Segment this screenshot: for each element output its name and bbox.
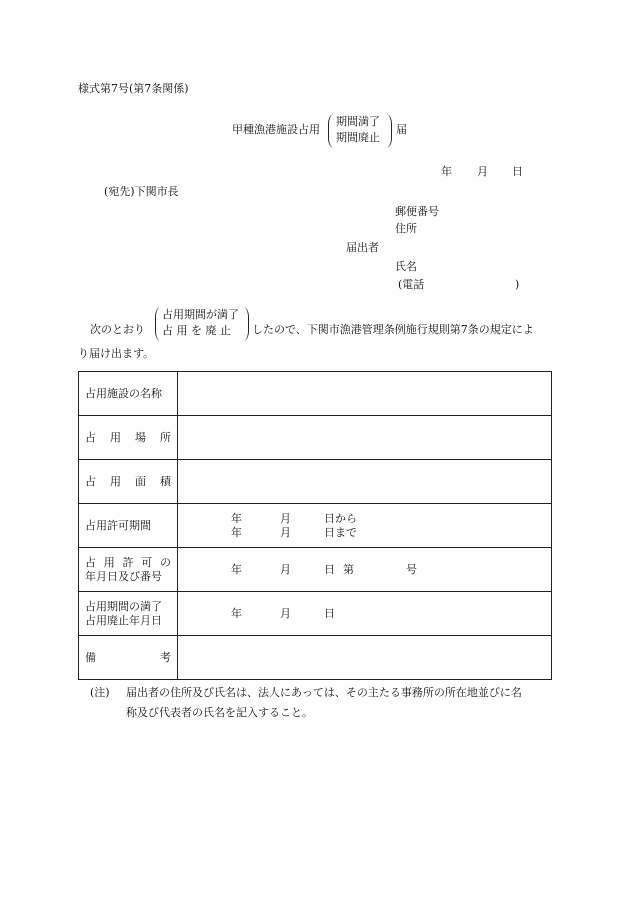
title-option-expire: 期間満了 [336,115,380,128]
permit-date-label-line1: 占 用 許 可 の [85,556,171,570]
applicant-role-label: 届出者 [346,241,379,254]
table-row-permit-period [79,504,552,548]
body-lead: 次のとおり [90,323,145,336]
title-prefix: 甲種漁港施設占用 [232,123,320,136]
body-end: り届け出ます。 [78,347,155,360]
expiry-label-line2: 占用廃止年月日 [85,613,162,627]
expiry-date-field[interactable]: 年 月 日 [178,592,552,636]
date-year: 年 [441,165,452,178]
name-label: 氏名 [395,260,417,273]
phone-label: (電話 [398,278,425,291]
remarks-label: 備 考 [85,650,171,664]
expiry-label-line1: 占用期間の満了 [85,600,162,614]
location-label: 占 用 場 所 [85,430,171,444]
body-middle: したので、下関市漁港管理条例施行規則第7条の規定によ [252,323,534,336]
date-day: 日 [512,165,523,178]
note-line1: 届出者の住所及び氏名は、法人にあっては、その主たる事務所の所在地並びに名 [126,686,522,699]
permit-period-label: 占用許可期間 [85,518,151,532]
phone-close-paren: ) [515,278,520,291]
table-row-remarks [79,636,552,680]
table-row-expiry-date [79,592,552,636]
table-row-permit-date-number [79,548,552,592]
location-field[interactable] [178,416,552,460]
occupancy-form-table [78,371,552,680]
title-option-abolish: 期間廃止 [336,131,380,144]
remarks-field[interactable] [178,636,552,680]
note-line2: 称及び代表者の氏名を記入すること。 [126,706,313,719]
table-row-facility-name [79,372,552,416]
permit-date-number-field[interactable]: 年 月 日 第 号 [178,548,552,592]
date-month: 月 [477,165,488,178]
area-field[interactable] [178,460,552,504]
permit-date-label-line2: 年月日及び番号 [85,569,162,583]
body-option-abolish: 占 用 を 廃 止 [162,324,231,337]
addressee: (宛先)下関市長 [104,185,179,198]
address-label: 住所 [395,222,417,235]
facility-name-label: 占用施設の名称 [85,386,162,400]
facility-name-field[interactable] [178,372,552,416]
body-option-expire: 占用期間が満了 [162,308,239,321]
postal-code-label: 郵便番号 [395,205,439,218]
table-row-location [79,416,552,460]
note-marker: (注) [90,686,110,699]
table-row-area [79,460,552,504]
area-label: 占 用 面 積 [85,474,171,488]
form-number: 様式第7号(第7条関係) [78,82,189,95]
title-suffix: 届 [396,123,407,136]
permit-period-field[interactable]: 年 月 日から 年 月 日まで [178,504,552,548]
